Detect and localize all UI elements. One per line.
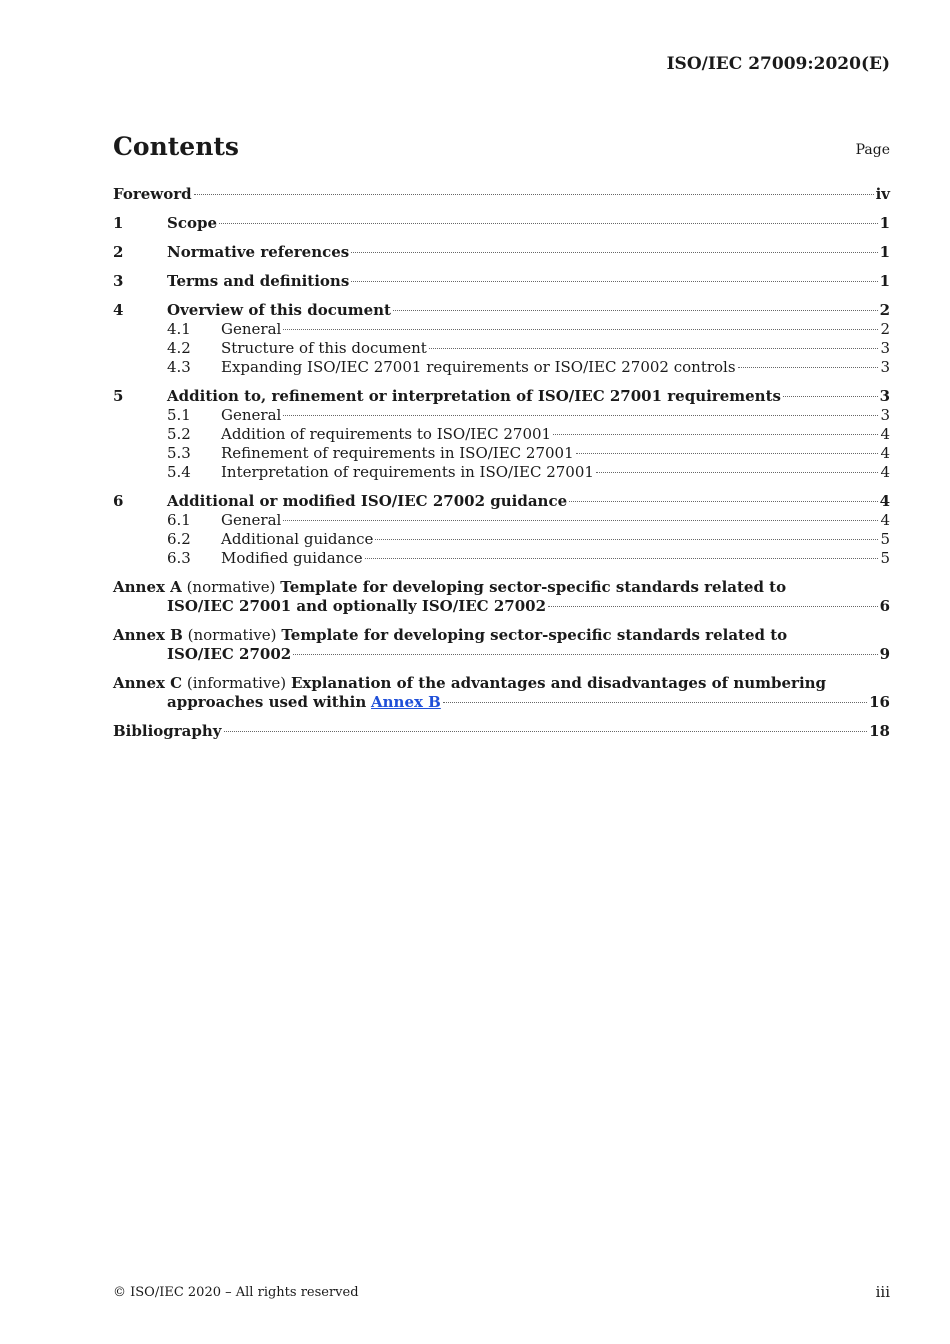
dot-leader	[596, 472, 879, 473]
annex-title-line1: Template for developing sector-specific standards related to	[280, 578, 787, 596]
toc-entry-annex-c[interactable]	[113, 674, 890, 712]
toc-entry-overview[interactable]	[113, 301, 890, 320]
annex-kind: (informative)	[186, 674, 287, 692]
toc-number: 6.2	[167, 530, 191, 548]
toc-entry-annex-a[interactable]	[113, 578, 890, 616]
toc-page: 2	[880, 320, 890, 338]
dot-leader	[393, 310, 878, 311]
dot-leader	[443, 702, 867, 703]
annex-continuation-line	[113, 597, 890, 616]
toc-entry-5-2[interactable]	[113, 425, 890, 444]
dot-leader	[576, 453, 879, 454]
toc-number: 4.2	[167, 339, 191, 357]
dot-leader	[293, 654, 877, 655]
toc-title: Overview of this document	[167, 301, 391, 319]
toc-entry-addition-refinement[interactable]	[113, 387, 890, 406]
dot-leader	[351, 252, 877, 253]
page-column-label: Page	[855, 142, 890, 158]
toc-number: 5	[113, 387, 124, 405]
annex-title-line2: ISO/IEC 27001 and optionally ISO/IEC 27002	[167, 597, 547, 615]
annex-heading-line	[113, 674, 890, 693]
dot-leader	[365, 558, 879, 559]
annex-continuation-line	[113, 693, 890, 712]
toc-entry-normative-references[interactable]	[113, 243, 890, 262]
toc-page: 5	[880, 549, 890, 567]
dot-leader	[283, 520, 878, 521]
toc-title: Structure of this document	[221, 339, 427, 357]
dot-leader	[219, 223, 878, 224]
toc-entry-5-3[interactable]	[113, 444, 890, 463]
toc-number: 5.1	[167, 406, 191, 424]
toc-number: 4.1	[167, 320, 191, 338]
toc-number: 6	[113, 492, 124, 510]
annex-b-link[interactable]: Annex B	[371, 693, 441, 711]
toc-title: Refinement of requirements in ISO/IEC 27001	[221, 444, 574, 462]
toc-entry-4-3[interactable]	[113, 358, 890, 377]
toc-title: Normative references	[167, 243, 350, 261]
toc-entry-4-1[interactable]	[113, 320, 890, 339]
toc-page: 16	[869, 693, 890, 711]
toc-number: 4.3	[167, 358, 191, 376]
toc-title: Interpretation of requirements in ISO/IEC 27001	[221, 463, 594, 481]
toc-entry-foreword[interactable]	[113, 185, 890, 204]
toc-page: 18	[869, 722, 890, 740]
annex-title-line1: Explanation of the advantages and disadvantages of numbering	[290, 674, 827, 692]
annex-title-line1: Template for developing sector-specific standards related to	[281, 626, 788, 644]
toc-page: 4	[880, 425, 890, 443]
annex-title-line2: ISO/IEC 27002	[167, 645, 292, 663]
toc-page: 4	[880, 463, 890, 481]
toc-page: 4	[880, 511, 890, 529]
document-id: ISO/IEC 27009:2020(E)	[666, 54, 890, 74]
dot-leader	[553, 434, 878, 435]
toc-page: 3	[880, 339, 890, 357]
toc-title: General	[221, 320, 282, 338]
toc-page: 3	[880, 358, 890, 376]
dot-leader	[548, 606, 878, 607]
toc-title: Scope	[167, 214, 218, 232]
annex-heading-line	[113, 578, 890, 597]
toc-entry-6-2[interactable]	[113, 530, 890, 549]
toc-number: 5.4	[167, 463, 191, 481]
toc-number: 6.3	[167, 549, 191, 567]
toc-entry-scope[interactable]	[113, 214, 890, 233]
toc-page: 2	[879, 301, 890, 319]
toc-title: General	[221, 511, 282, 529]
annex-kind: (normative)	[186, 578, 276, 596]
toc-page: 1	[879, 243, 890, 261]
toc-entry-4-2[interactable]	[113, 339, 890, 358]
toc-title: Modified guidance	[221, 549, 363, 567]
table-of-contents	[113, 185, 890, 741]
toc-page: 5	[880, 530, 890, 548]
toc-title: Addition to, refinement or interpretation of ISO/IEC 27001 requirements	[167, 387, 781, 405]
annex-label: Annex A	[113, 578, 182, 596]
dot-leader	[429, 348, 879, 349]
toc-page: iv	[875, 185, 890, 203]
dot-leader	[224, 731, 868, 732]
annex-label: Annex B	[113, 626, 183, 644]
toc-number: 4	[113, 301, 124, 319]
toc-number: 5.2	[167, 425, 191, 443]
toc-page: 1	[879, 272, 890, 290]
toc-title: Foreword	[113, 185, 192, 203]
toc-page: 3	[879, 387, 890, 405]
toc-entry-bibliography[interactable]	[113, 722, 890, 741]
toc-entry-5-4[interactable]	[113, 463, 890, 482]
dot-leader	[783, 396, 878, 397]
toc-number: 1	[113, 214, 124, 232]
toc-number: 2	[113, 243, 124, 261]
contents-title: Contents	[113, 132, 240, 161]
dot-leader	[569, 501, 877, 502]
toc-title: Expanding ISO/IEC 27001 requirements or ISO/IEC 27002 controls	[221, 358, 736, 376]
toc-title: Terms and definitions	[167, 272, 350, 290]
toc-title: General	[221, 406, 282, 424]
dot-leader	[375, 539, 878, 540]
toc-entry-terms-and-definitions[interactable]	[113, 272, 890, 291]
toc-entry-6-3[interactable]	[113, 549, 890, 568]
annex-title-line2: approaches used within	[167, 693, 367, 711]
toc-number: 5.3	[167, 444, 191, 462]
toc-page: 4	[880, 444, 890, 462]
toc-title: Additional or modified ISO/IEC 27002 guidance	[167, 492, 568, 510]
annex-kind: (normative)	[187, 626, 277, 644]
annex-label: Annex C	[113, 674, 183, 692]
toc-entry-5-1[interactable]	[113, 406, 890, 425]
dot-leader	[283, 415, 878, 416]
toc-title: Additional guidance	[221, 530, 374, 548]
dot-leader	[283, 329, 878, 330]
toc-entry-additional-guidance[interactable]	[113, 492, 890, 511]
dot-leader	[738, 367, 879, 368]
page-number: iii	[875, 1283, 890, 1301]
toc-entry-6-1[interactable]	[113, 511, 890, 530]
toc-number: 3	[113, 272, 124, 290]
annex-continuation-line	[113, 645, 890, 664]
toc-number: 6.1	[167, 511, 191, 529]
annex-heading-line	[113, 626, 890, 645]
toc-title: Bibliography	[113, 722, 222, 740]
toc-page: 4	[879, 492, 890, 510]
toc-title: Addition of requirements to ISO/IEC 27001	[221, 425, 552, 443]
toc-page: 6	[879, 597, 890, 615]
toc-page: 3	[880, 406, 890, 424]
dot-leader	[351, 281, 877, 282]
copyright-notice: © ISO/IEC 2020 – All rights reserved	[113, 1285, 359, 1300]
toc-page: 9	[879, 645, 890, 663]
toc-entry-annex-b[interactable]	[113, 626, 890, 664]
toc-page: 1	[879, 214, 890, 232]
dot-leader	[194, 194, 874, 195]
